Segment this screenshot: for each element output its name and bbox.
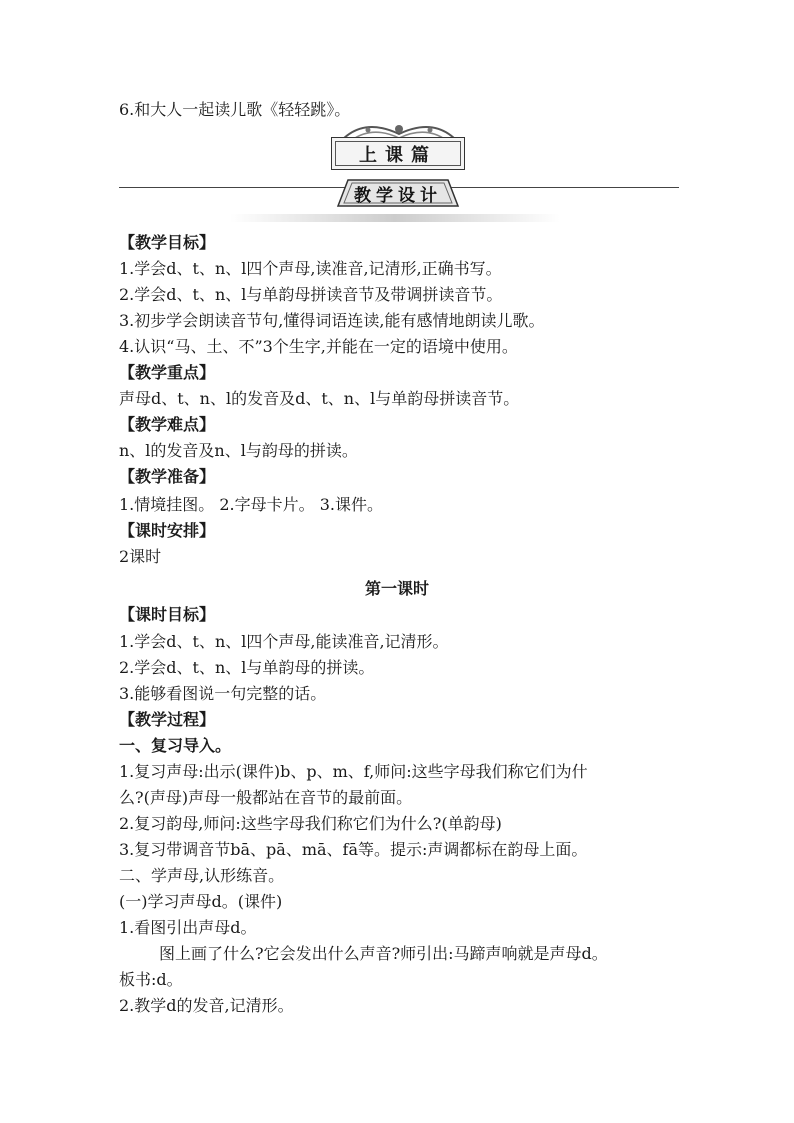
lesson-goal-1: 1.学会d、t、n、l四个声母,能读准音,记清形。: [119, 632, 449, 651]
step-1-item-1-cont: 么?(声母)声母一般都站在音节的最前面。: [119, 788, 413, 807]
step-2-item-2: 2.教学d的发音,记清形。: [119, 996, 294, 1015]
intro-item-6: 6.和大人一起读儿歌《轻轻跳》。: [119, 100, 351, 119]
banner-shadow: [230, 214, 560, 222]
schedule-text: 2课时: [119, 547, 162, 566]
step-2-item-1-detail: 图上画了什么?它会发出什么声音?师引出:马蹄声响就是声母d。: [159, 944, 608, 963]
difficulties-text: n、l的发音及n、l与韵母的拼读。: [119, 441, 358, 460]
goal-1: 1.学会d、t、n、l四个声母,读准音,记清形,正确书写。: [119, 259, 502, 278]
step-1-item-3: 3.复习带调音节bā、pā、mā、fā等。提示:声调都标在韵母上面。: [119, 840, 588, 859]
step-2-title: 二、学声母,认形练音。: [119, 866, 285, 885]
goal-4: 4.认识“马、土、不”3个生字,并能在一定的语境中使用。: [119, 337, 518, 356]
heading-lesson-goals: 【课时目标】: [119, 605, 216, 624]
subtitle: 教学设计: [354, 185, 442, 206]
heading-schedule: 【课时安排】: [119, 521, 216, 540]
preparation-text: 1.情境挂图。 2.字母卡片。 3.课件。: [119, 495, 383, 514]
lesson-goal-3: 3.能够看图说一句完整的话。: [119, 684, 327, 703]
step-2-sub-1: (一)学习声母d。(课件): [119, 892, 283, 911]
step-2-item-1: 1.看图引出声母d。: [119, 918, 257, 937]
goal-2: 2.学会d、t、n、l与单韵母拼读音节及带调拼读音节。: [119, 285, 503, 304]
section-title: 上课篇: [335, 141, 461, 166]
heading-difficulties: 【教学难点】: [119, 415, 216, 434]
section-title-box: [331, 137, 465, 170]
goal-3: 3.初步学会朗读音节句,懂得词语连读,能有感情地朗读儿歌。: [119, 311, 545, 330]
blackboard-note: 板书:d。: [119, 970, 183, 989]
lesson-goal-2: 2.学会d、t、n、l与单韵母的拼读。: [119, 658, 375, 677]
key-points-text: 声母d、t、n、l的发音及d、t、n、l与单韵母拼读音节。: [119, 389, 520, 408]
subtitle-box: [336, 178, 460, 208]
step-1-item-1: 1.复习声母:出示(课件)b、p、m、f,师问:这些字母我们称它们为什: [119, 762, 588, 781]
heading-process: 【教学过程】: [119, 710, 216, 729]
heading-teaching-goals: 【教学目标】: [119, 233, 216, 252]
step-1-title: 一、复习导入。: [119, 736, 232, 755]
lesson-title: 第一课时: [364, 579, 429, 598]
heading-preparation: 【教学准备】: [119, 467, 216, 486]
heading-key-points: 【教学重点】: [119, 363, 216, 382]
step-1-item-2: 2.复习韵母,师问:这些字母我们称它们为什么?(单韵母): [119, 814, 502, 833]
